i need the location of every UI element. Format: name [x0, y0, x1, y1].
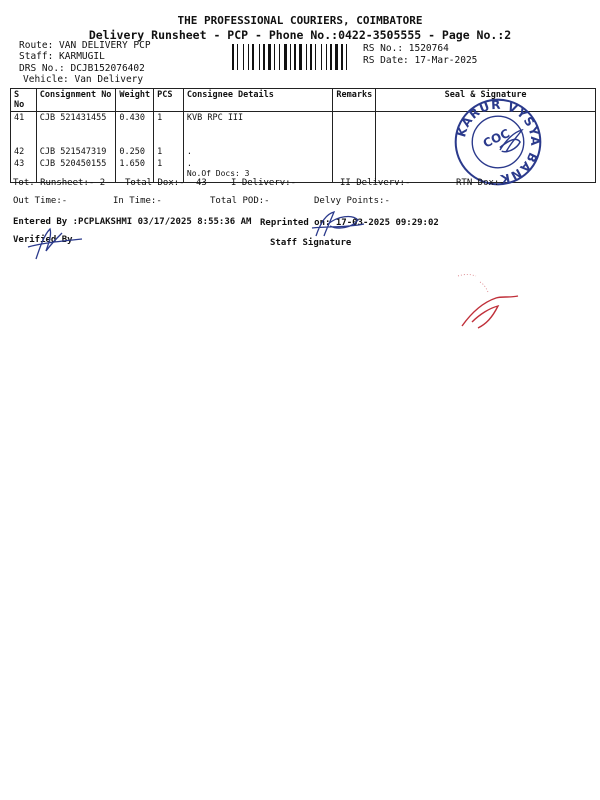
cell-consignee-text: . [186, 159, 192, 169]
cell-consignment: CJB 521547319 [36, 146, 116, 158]
barcode-bar [321, 44, 322, 70]
cell-pcs: 1 [154, 158, 184, 183]
out-time: Out Time:- [13, 196, 68, 206]
reprinted-on: Reprinted on: 17-03-2025 09:29:02 [260, 218, 439, 228]
barcode-bar [317, 44, 320, 70]
barcode-bar [294, 44, 296, 70]
runsheet-subtitle: Delivery Runsheet - PCP - Phone No.:0422-3505555 - Page No.:2 [88, 28, 512, 42]
vehicle-label: Vehicle: Van Delivery [23, 74, 144, 85]
barcode-bar [261, 44, 262, 70]
barcode-bar [268, 44, 271, 70]
entered-by: Entered By :PCPLAKSHMI 03/17/2025 8:55:36 AM [13, 217, 252, 227]
col-consignee: Consignee Details [183, 89, 333, 112]
staff-signature-scribble [308, 206, 368, 242]
barcode-bar [243, 44, 244, 70]
verified-by: Verified By [13, 235, 73, 245]
drs-number: DRS No.: DCJB152076402 [19, 63, 145, 74]
barcode-bar [292, 44, 293, 70]
company-title: THE PROFESSIONAL COURIERS, COIMBATORE [177, 14, 423, 27]
cell-weight: 0.430 [116, 112, 154, 147]
barcode-bar [248, 44, 249, 70]
tot-runsheet: Tot. Runsheet:- 2 [13, 178, 106, 188]
col-sno: S No [11, 89, 37, 112]
barcode-bar [279, 44, 280, 70]
cell-remarks [333, 146, 376, 158]
barcode-bar [315, 44, 316, 70]
barcode-bar [266, 44, 267, 70]
rs-date: RS Date: 17-Mar-2025 [363, 55, 478, 66]
barcode-bar [330, 44, 332, 70]
no-of-docs: No.Of Docs: 3 [186, 169, 250, 178]
cell-consignment: CJB 521431455 [36, 112, 116, 147]
col-pcs: PCS [154, 89, 184, 112]
total-pod: Total POD:- [210, 196, 270, 206]
cell-consignee: . [183, 146, 333, 158]
barcode-bar [299, 44, 302, 70]
cell-consignee: KVB RPC III [183, 112, 333, 147]
i-delivery: I Deliverv:- [231, 178, 297, 188]
in-time: In Time:- [113, 196, 162, 206]
rs-number: RS No.: 1520764 [363, 43, 449, 54]
barcode-bar [274, 44, 275, 70]
delvy-points: Delvy Points:- [314, 196, 390, 206]
cell-sno: 42 [11, 146, 37, 158]
barcode-bar [263, 44, 265, 70]
rtn-dox: RTN Dox:- [456, 178, 505, 188]
barcode-bar [335, 44, 338, 70]
cell-sno: 41 [11, 112, 37, 147]
barcode-bar [303, 44, 305, 70]
barcode-bar [281, 44, 283, 70]
barcode-bar [252, 44, 254, 70]
barcode-bar [326, 44, 327, 70]
cell-pcs: 1 [154, 146, 184, 158]
col-weight: Weight [116, 89, 154, 112]
barcode-bar [341, 44, 343, 70]
seal-initials-scribble [496, 126, 526, 156]
route-label: Route: VAN DELIVERY PCP [19, 40, 151, 51]
total-dox-label: Total Dox:- [125, 178, 185, 188]
barcode-bar [290, 44, 291, 70]
cell-consignment: CJB 520450155 [36, 158, 116, 183]
barcode-bar [250, 44, 251, 70]
barcode-bar [255, 44, 258, 70]
barcode-bar [245, 44, 247, 70]
red-signature [450, 268, 525, 338]
barcode-bar [339, 44, 340, 70]
barcode-bar [259, 44, 260, 70]
barcode-bar [346, 44, 347, 70]
barcode-bar [276, 44, 278, 70]
cell-weight: 1.650 [116, 158, 154, 183]
barcode-bar [328, 44, 329, 70]
barcode-bar [237, 44, 238, 70]
barcode-bar [297, 44, 298, 70]
cell-sno: 43 [11, 158, 37, 183]
barcode [232, 44, 356, 70]
barcode-bar [284, 44, 287, 70]
verifier-signature [22, 225, 92, 261]
barcode-bar [232, 44, 234, 70]
col-consignment: Consignment No [36, 89, 116, 112]
total-dox-value: 43 [196, 178, 207, 188]
stamp-ring-text: KARUR VYSYA BANK [454, 97, 543, 187]
barcode-bar [344, 44, 345, 70]
barcode-bar [306, 44, 307, 70]
barcode-bar [308, 44, 309, 70]
barcode-bar [272, 44, 273, 70]
barcode-bar [239, 44, 242, 70]
cell-pcs: 1 [154, 112, 184, 147]
barcode-bar [333, 44, 334, 70]
barcode-bar [235, 44, 236, 70]
cell-remarks [333, 112, 376, 147]
barcode-bar [313, 44, 314, 70]
barcode-bar [323, 44, 325, 70]
barcode-bar [288, 44, 289, 70]
staff-label: Staff: KARMUGIL [19, 51, 105, 62]
staff-signature-label: Staff Signature [270, 238, 352, 248]
stamp-center-text: COC [480, 126, 512, 151]
ii-delivery: II Deliverv:- [340, 178, 411, 188]
cell-weight: 0.250 [116, 146, 154, 158]
col-remarks: Remarks [333, 89, 376, 112]
col-seal: Seal & Signature [376, 89, 596, 112]
barcode-bar [310, 44, 312, 70]
